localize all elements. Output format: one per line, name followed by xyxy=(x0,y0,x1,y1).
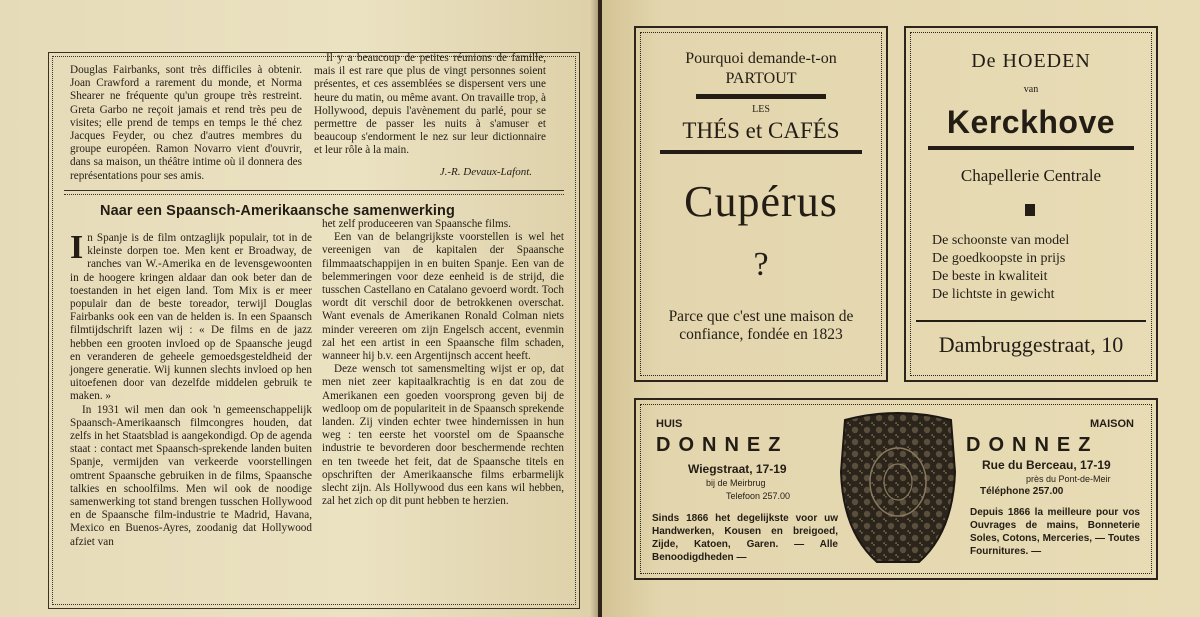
section-divider xyxy=(64,190,564,191)
article-column-1 xyxy=(70,229,312,549)
donnez-name-right: DONNEZ xyxy=(966,434,1099,456)
dropcap-letter: I xyxy=(70,229,84,266)
article-col1-para2: In 1931 wil men dan ook 'n gemeenschappelijk Spaansch-Amerikaansch filmcongres houden, dat zelfs in het Staatsblad is aangekondigd. Op de agenda staat : contact met Spaansch-sprekende landen buiten Spanje, vermijden van verkeerde voorstellingen omtrent Spaansche gebruiken in de films, Spaansche talkies en schoolfilms. Men wil ook de noodige samenwerking tot stand brengen tusschen Hollywood en de Spaansche film-industrie te Madrid, Havana, Mexico en Buenos-Ayres, zoodanig dat Hollywood afziet van xyxy=(70,403,312,548)
kerckhove-list-item: De beste in kwaliteit xyxy=(932,269,1048,284)
donnez-near-left: bij de Meirbrug xyxy=(706,478,766,488)
donnez-advertisement xyxy=(634,398,1158,580)
section-divider-dots xyxy=(64,194,564,195)
kerckhove-line1: De HOEDEN xyxy=(971,50,1091,72)
donnez-name-left: DONNEZ xyxy=(656,434,789,456)
donnez-street-right: Rue du Berceau, 17-19 xyxy=(982,458,1111,472)
hat-icon xyxy=(1025,204,1035,216)
kerckhove-van: van xyxy=(1023,84,1039,95)
kerckhove-brand: Kerckhove xyxy=(946,104,1116,140)
donnez-text-left: Sinds 1866 het degelijkste voor uw Handwerken, Kousen en breigoed, Zijde, Katoen, Garen. — Alle Benoodigdheden — xyxy=(652,513,838,563)
donnez-phone-left: Telefoon 257.00 xyxy=(726,491,791,501)
kerckhove-list-item: De schoonste van model xyxy=(932,233,1070,248)
cuperus-les: LES xyxy=(752,104,770,115)
cuperus-line1: Pourquoi demande-t-on xyxy=(685,50,837,67)
kerckhove-address: Dambruggestraat, 10 xyxy=(938,332,1124,357)
donnez-huis: HUIS xyxy=(656,418,683,430)
cuperus-rule-top xyxy=(696,94,826,99)
article-col2-para1: het zelf produceeren van Spaansche films. xyxy=(322,218,511,230)
article-col2-para2: Een van de belangrijkste voorstellen is wel het vereenigen van de kapitalen der Spaansche filmmaatschappijen in en buiten Spanje. Een van de belemmeringen voor deze eenheid is de strijd, die tusschen Castellano en Catalano gevoerd wordt. Toch wordt dit verschil door de betrokkenen overschat. Want evenals de Amerikanen Ronald Colman niets minder vereeren om zijn Engelsch accent, evenmin zal het een artist in een Spaansche film schaden, wanneer hij b.v. een Argentijnsch accent heeft. xyxy=(322,231,564,363)
cuperus-thes: THÉS et CAFÉS xyxy=(682,118,840,143)
article-col2-para3: Deze wensch tot samensmelting wijst er op, dat men niet zeer kapitaalkrachtig is en dat zou de Amerikanen een goeden voorsprong geven bij de wedloop om de populariteit in de Spaansch sprekende landen. Zij vinden echter twee hindernissen in hun weg : ten eerste het voorstel om de Spaansche industrie te bevorderen door beschermende rechten en ten tweede het feit, dat de Spaansche titels en opschriften der Amerikaansche films erbarmelijk slecht zijn. Als Hollywood dus een kans wil hebben, zal het zich op dit punt hebben te herzien. xyxy=(322,363,564,508)
cuperus-advertisement xyxy=(634,26,888,382)
article-signature: J.-R. Devaux-Lafont. xyxy=(439,165,532,178)
kerckhove-list-item: De goedkoopste in prijs xyxy=(932,251,1066,266)
kerckhove-rule xyxy=(928,146,1134,150)
cuperus-brand: Cupérus xyxy=(684,177,838,226)
french-column-1 xyxy=(70,64,302,183)
donnez-maison: MAISON xyxy=(1090,418,1134,430)
cuperus-rule-bottom xyxy=(660,150,862,154)
donnez-phone-right: Téléphone 257.00 xyxy=(980,486,1064,497)
kerckhove-list xyxy=(932,232,1069,304)
kerckhove-list-item: De lichtste in gewicht xyxy=(932,287,1055,302)
donnez-street-left: Wiegstraat, 17-19 xyxy=(688,462,787,476)
french-column-2 xyxy=(314,52,546,179)
french-text-2: Il y a beaucoup de petites réunions de famille, mais il est rare que plus de vingt personnes soient présentes, et ces assemblées se dispersent vers une heure du matin, ou même avant. On travaille trop, à Hollywood, depuis l'avènement du parlé, pour se permettre de passer les nuits à s'amuser et beaucoup s'endorment le nez sur leur dictionnaire et leur rôle à la main. xyxy=(314,52,546,157)
kerckhove-address-rule xyxy=(916,320,1146,322)
cuperus-question: ? xyxy=(753,246,769,283)
kerckhove-subtitle: Chapellerie Centrale xyxy=(960,166,1102,185)
embroidery-ornament xyxy=(837,412,959,570)
french-text-1: Douglas Fairbanks, sont très difficiles à obtenir. Joan Crawford a rarement du monde, et Norma Shearer ne fréquente qu'un groupe très restreint. Greta Garbo ne reçoit jamais et rend très peu de visites; elle prend de temps en temps le thé chez Jacques Feyder, ou chez d'autres membres du groupe européen. Ramon Novarro vient d'ouvrir, dans sa maison, un théâtre intime où il donnera des représentations pour ses amis. xyxy=(70,64,302,182)
donnez-near-right: près du Pont-de-Meir xyxy=(1026,474,1111,484)
article-column-2 xyxy=(322,218,564,508)
kerckhove-advertisement xyxy=(904,26,1158,382)
cuperus-tagline: Parce que c'est une maison de confiance, fondée en 1823 xyxy=(668,308,854,343)
donnez-text-right: Depuis 1866 la meilleure pour vos Ouvrages de mains, Bonneterie Soles, Cotons, Merceries, — Toutes Fournitures. — xyxy=(970,507,1140,557)
article-title: Naar een Spaansch-Amerikaansche samenwerking xyxy=(100,203,455,219)
article-col1-para1: n Spanje is de film ontzaglijk populair, tot in de kleinste dorpen toe. Men kent er Broadway, de ranches van W.-Amerika en de levensgewoonten in de hoogere kringen aldaar dan ook beter dan de toestanden in het eigen land. Tom Mix is er meer populair dan de beste toreador, terwijl Douglas Fairbanks ook een van de helden is. In een Spaansch filmtijdschrift lazen wij : « De films en de jazz hebben een grooten invloed op de Spaansche jeugd en veranderen de geheele gemoedsgesteldheid der jongere generatie. Wij kunnen slechts invloed op hen uitoefenen door van dezelfde middelen gebruik te maken. » xyxy=(70,232,312,403)
cuperus-line2: PARTOUT xyxy=(725,70,797,87)
left-page xyxy=(0,0,598,617)
